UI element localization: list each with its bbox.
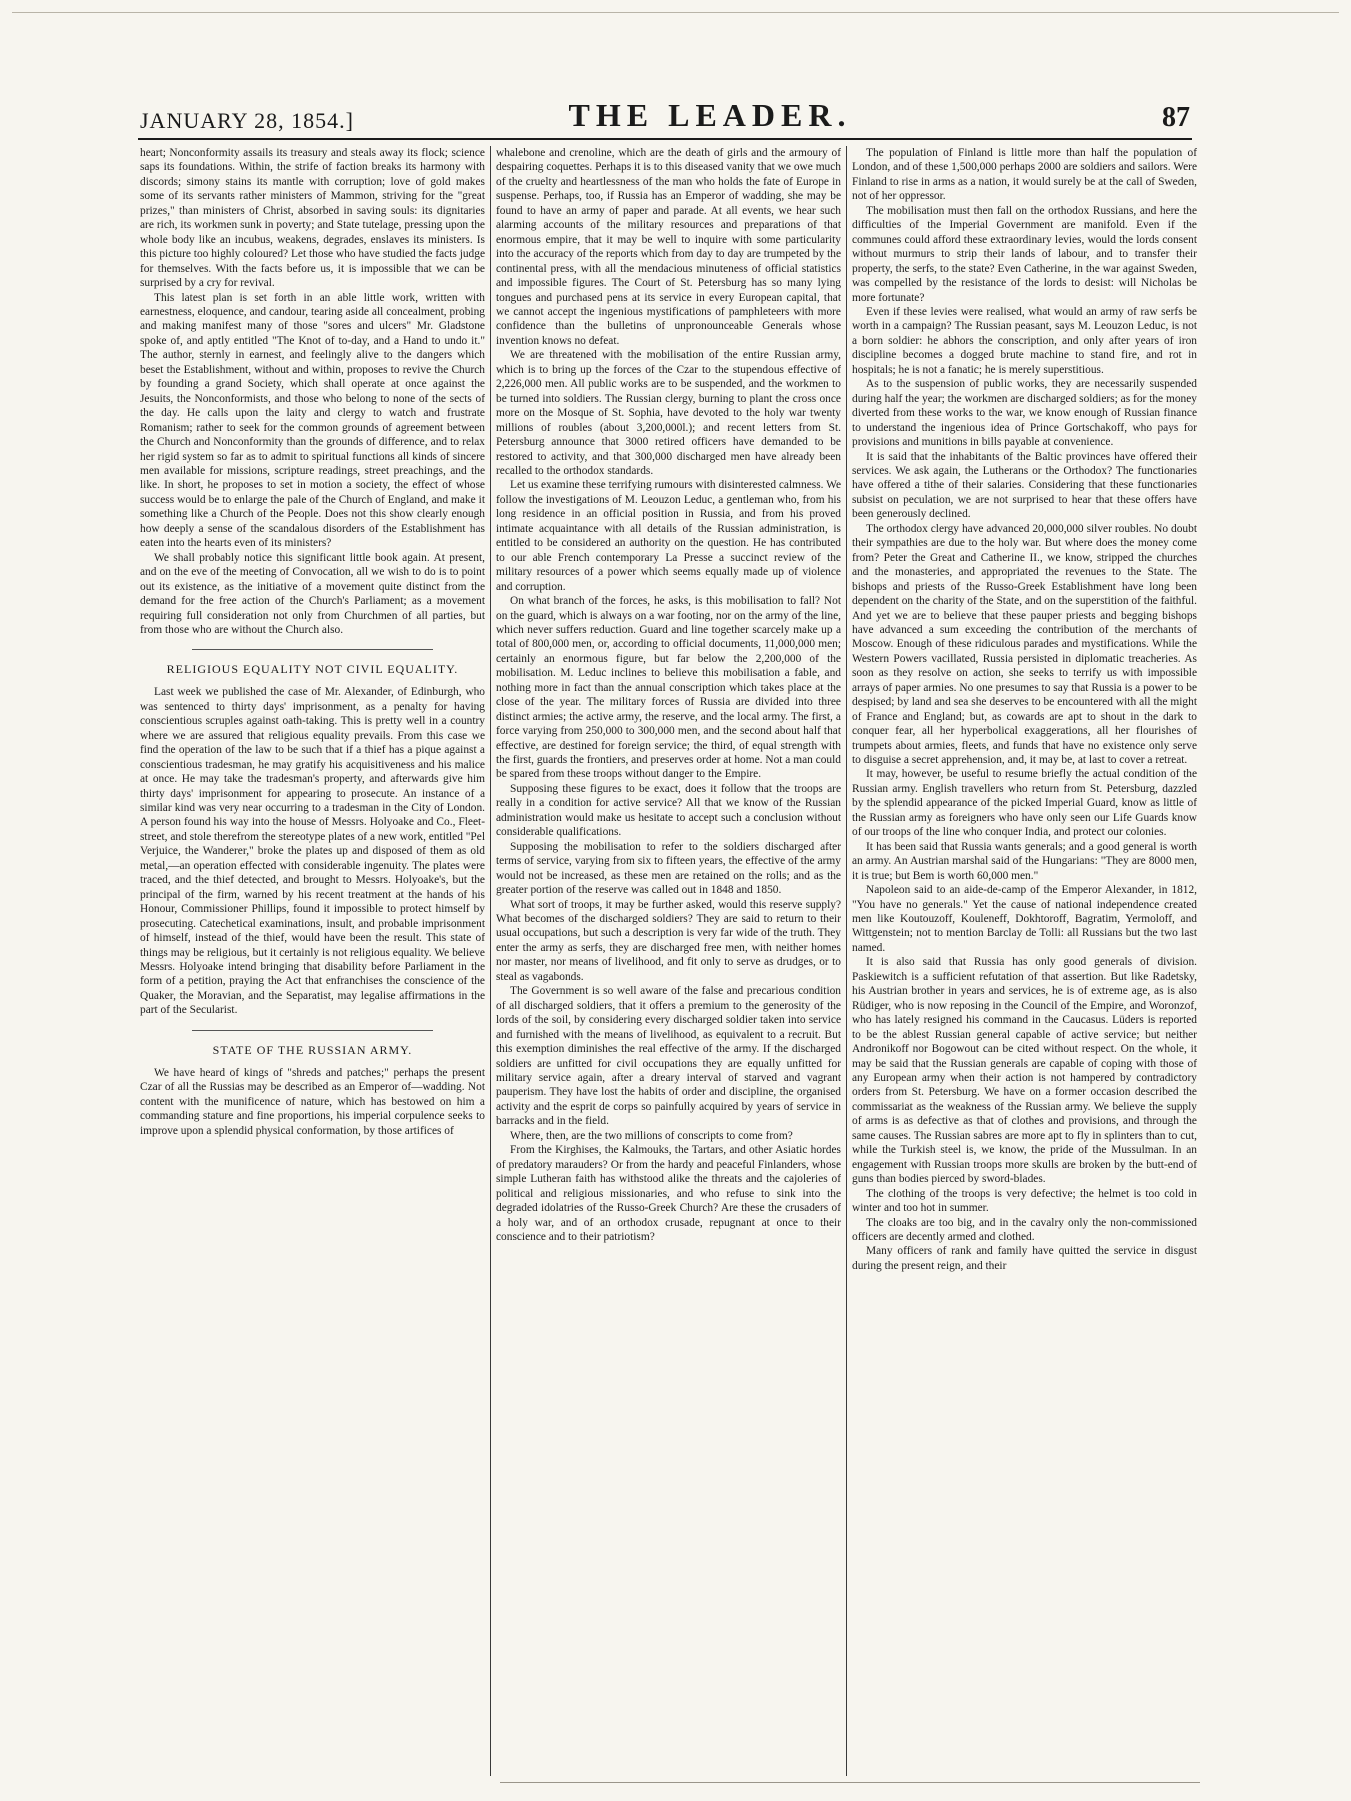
article-paragraph: Last week we published the case of Mr. Alexander, of Edinburgh, who was sentenced to thirty days' imprisonment, as a penalty for having conscientious scruples against oath-taking. This is pretty well in a country where we are assured that religious equality prevails. From this case we find the operation of the law to be such that if a thief has a pique against a conscientious tradesman, he may gratify his acquisitiveness and his malice at once. He may take the tradesman's property, and afterwards give him thirty days' imprisonment for appearing to prosecute. An instance of a similar kind was very near occurring to a tradesman in the City of London. A person found his way into the house of Messrs. Holyoake and Co., Fleet-street, and stole therefrom the stereotype plates of a new work, entitled "Pel Verjuice, the Wanderer," broke the plates up and disposed of them as old metal,—an operation effected with considerable ingenuity. The plates were traced, and the thief detected, and brought to Messrs. Holyoake's, but the principal of the firm, warned by his recent treatment at the hands of his Honour, Commissioner Phillips, found it impossible to protect himself by prosecuting. Catechetical examinations, insult, and probable imprisonment of himself, instead of the thief, would have been the result. This state of things may be religious, but it certainly is not religious equality. We believe Messrs. Holyoake intend bringing that disability before Parliament in the form of a petition, praying the Act that enfranchises the conscience of the Quaker, the Moravian, and the Separatist, may legalise affirmations in the part of the Secularist. — [140, 686, 485, 1017]
article-paragraph: As to the suspension of public works, they are necessarily suspended during half the year; the workmen are discharged soldiers; as for the money diverted from these works to the war, we know enough of Russian finance to understand the ingenious idea of Prince Gortschakoff, who pays for provisions and munitions in bills payable at convenience. — [852, 378, 1197, 449]
article-paragraph: Supposing these figures to be exact, does it follow that the troops are really in a condition for active service? All that we know of the Russian administration would make us hesitate to accept such a conclusion without considerable qualifications. — [496, 782, 841, 839]
column-3 — [852, 146, 1197, 1776]
article-paragraph: The cloaks are too big, and in the cavalry only the non-commissioned officers are decently armed and clothed. — [852, 1216, 1197, 1243]
article-paragraph: It is said that the inhabitants of the Baltic provinces have offered their services. We ask again, the Lutherans or the Orthodox? The functionaries have offered a tithe of their salaries. Considering that these functionaries subsist on peculation, we are not surprised to hear that these offers have been generously declined. — [852, 450, 1197, 521]
article-paragraph: What sort of troops, it may be further asked, would this reserve supply? What becomes of the discharged soldiers? They are said to return to their usual occupations, but such a description is very far wide of the truth. They enter the army as serfs, they are discharged free men, with neither homes nor master, nor means of livelihood, and fit only to serve as drudges, or to steal as vagabonds. — [496, 898, 841, 983]
article-paragraph: Let us examine these terrifying rumours with disinterested calmness. We follow the investigations of M. Leouzon Leduc, a gentleman who, from his long residence in an official position in Russia, and from his proved intimate acquaintance with all details of the Russian administration, is entitled to be considered an authority on the question. He has contributed to our able French contemporary La Presse a succinct review of the military resources of a power which seems equally made up of violence and corruption. — [496, 479, 841, 593]
masthead — [140, 97, 1190, 134]
article-paragraph: The Government is so well aware of the false and precarious condition of all discharged soldiers, that it offers a premium to the generosity of the lords of the soil, by considering every discharged soldier taken into service and furnished with the means of livelihood, as equivalent to a recruit. But this exemption diminishes the real effective of the army. If the discharged soldiers are unfitted for civil occupations they are equally unfitted for military service again, after a dreary interval of starved and vagrant pauperism. They have lost the habits of order and discipline, the organised activity and the esprit de corps so painfully acquired by years of service in barracks and in the field. — [496, 985, 841, 1128]
column-rule — [846, 146, 847, 1776]
column-1 — [140, 146, 485, 1776]
article-paragraph: On what branch of the forces, he asks, is this mobilisation to fall? Not on the guard, which is always on a war footing, nor on the army of the line, which never suffers reduction. Guard and line together scarcely make up a total of 800,000 men, or, according to official documents, 11,000,000 men; certainly an enormous figure, but far below the 2,200,000 of the mobilisation. M. Leduc inclines to believe this mobilisation a fable, and nothing more in fact than the annual conscription which takes place at the close of the year. The military forces of Russia are divided into three distinct armies; the active army, the reserve, and the local army. The first, a force varying from 250,000 to 300,000 men, and the second about half that effective, are destined for foreign service; the third, of equal strength with the first, guards the frontiers, and preserves order at home. Not a man could be spared from these troops without danger to the Empire. — [496, 595, 841, 781]
article-paragraph: The orthodox clergy have advanced 20,000,000 silver roubles. No doubt their sympathies are due to the holy war. But where does the money come from? Peter the Great and Catherine II., we know, stripped the churches and the monasteries, and appropriated the revenues to the State. The bishops and priests of the Russo-Greek Establishment have long been dependent on the charity of the State, and on the superstition of the faithful. And yet we are to believe that these pauper priests and begging bishops have advanced a sum exceeding the contribution of the merchants of Moscow. Enough of these ridiculous parades and mystifications. While the Western Powers vacillated, Russia persisted in diplomatic treacheries. As soon as they resolve on action, she seeks to terrify us with impossible arrays of paper armies. No one presumes to say that Russia is a power to be despised; by land and sea she deserves to be encountered with all the might of France and England; but, as cowards are apt to shout in the dark to conquer fear, all her hyperbolical exaggerations, all her flourishes of trumpets about armies, fleets, and funds that have no existence only serve to disguise a secret apprehension, and, it may be, at last to cover a retreat. — [852, 522, 1197, 767]
newspaper-title: THE LEADER. — [568, 97, 852, 133]
section-divider — [192, 1030, 434, 1031]
article-paragraph: It may, however, be useful to resume briefly the actual condition of the Russian army. English travellers who return from St. Petersburg, dazzled by the splendid appearance of the picked Imperial Guard, know as little of the Russian army as foreigners who have only seen our Life Guards know of our troops of the line who conquer India, and protect our colonies. — [852, 768, 1197, 839]
article-paragraph: Napoleon said to an aide-de-camp of the Emperor Alexander, in 1812, "You have no generals." Yet the cause of national independence created men like Koutouzoff, Kouleneff, Dokhtoroff, Bagratim, Yermoloff, and Wittgenstein; not to mention Barclay de Tolli: all Russians but the two last named. — [852, 884, 1197, 954]
article-paragraph: We are threatened with the mobilisation of the entire Russian army, which is to bring up the forces of the Czar to the stupendous effective of 2,226,000 men. All public works are to be suspended, and the workmen to be turned into soldiers. The Russian clergy, burning to plant the cross once more on the Mosque of St. Sophia, have devoted to the holy war twenty millions of roubles (about 3,200,000l.); and recent letters from St. Petersburg announce that 3000 retired officers have demanded to be restored to activity, and that 300,000 discharged men have already been recalled to the orthodox standards. — [496, 349, 841, 477]
column-2 — [496, 146, 841, 1776]
masthead-rule — [138, 138, 1192, 140]
article-paragraph: The clothing of the troops is very defective; the helmet is too cold in winter and too hot in summer. — [852, 1187, 1197, 1215]
article-paragraph: We shall probably notice this significant little book again. At present, and on the eve of the meeting of Convocation, all we wish to do is to point out its existence, as the initiative of a movement quite distinct from the demand for the free action of the Church's Parliament; as a movement requiring full consideration not only from Churchmen of all parties, but from those who are without the Church also. — [140, 551, 485, 636]
article-paragraph: whalebone and crenoline, which are the death of girls and the armoury of despairing coquettes. Perhaps it is to this diseased vanity that we owe much of the cruelty and heartlessness of the man who holds the fate of Europe in suspense. Perhaps, too, if Russia has an Emperor of wadding, she may be found to have an army of paper and parade. At all events, we hear such alarming accounts of the military resources and preparations of that enormous empire, that it may be well to inquire with some particularity into the accuracy of the reports which from day to day are trumpeted by the continental press, with all the mendacious minuteness of official statistics and impossible figures. The Court of St. Petersburg has so many lying tongues and purchased pens at its service in every European capital, that we cannot accept the ingenious mystifications of pamphleteers with more confidence than the bulletins of unpronounceable Generals whose invention knows no defeat. — [496, 147, 841, 347]
article-paragraph: The mobilisation must then fall on the orthodox Russians, and here the difficulties of the Imperial Government are manifold. Even if the communes could afford these extraordinary levies, would the lords consent without murmurs to strip their lands of labour, and to transfer their property, the serfs, to the state? Even Catherine, in the war against Sweden, was compelled by the resistance of the lords to desist: will Nicholas be more fortunate? — [852, 204, 1197, 304]
article-paragraph: Many officers of rank and family have quitted the service in disgust during the present reign, and their — [852, 1245, 1197, 1272]
top-border-rule — [12, 12, 1339, 13]
article-paragraph: Where, then, are the two millions of conscripts to come from? — [510, 1129, 793, 1142]
article-paragraph: It has been said that Russia wants generals; and a good general is worth an army. An Austrian marshal said of the Hungarians: "They are 8000 men, it is true; but Bem is worth 60,000 men." — [852, 840, 1197, 882]
article-paragraph: It is also said that Russia has only good generals of division. Paskiewitch is a sufficient refutation of that assertion. But like Radetsky, his Austrian brother in years and services, he is of extreme age, as is also Rüdiger, who is now reposing in the Council of the Empire, and Woronzof, who has lately resigned his command in the Caucasus. Lüders is reported to be the ablest Russian general capable of active service; but neither Andronikoff nor Bogowout can be cited without respect. On the whole, it may be said that the Russian generals are capable of coping with those of any European army when their action is not hampered by contradictory orders from St. Petersburg. We have on a former occasion described the commissariat as the weakness of the Russian army. We believe the supply of arms is as defective as that of clothes and provisions, and through the same causes. The Russian sabres are more apt to fly in splinters than to cut, while the Turkish steel is, we know, the pride of the Mussulman. In an engagement with Russian troops more skulls are broken by the butt-end of guns than bodies pierced by sword-blades. — [852, 956, 1197, 1186]
article-paragraph: This latest plan is set forth in an able little work, written with earnestness, eloquence, and candour, tearing aside all concealment, probing and making manifest many of those "sores and ulcers" Mr. Gladstone spoke of, and aptly entitled "The Knot of to-day, and a Hand to undo it." The author, sternly in earnest, and feelingly alive to the dangers which beset the Establishment, without and within, proposes to revive the Church by founding a grand Society, which shall operate at once against the Jesuits, the Nonconformists, and those who belong to none of the sects of the day. He calls upon the laity and clergy to watch and frustrate Romanism; rather to seek for the common grounds of agreement between the Church and Nonconformity than the grounds of difference, and to relax her rigid system so far as to admit to spiritual functions all kinds of sincere men available for missions, scripture readings, street preachings, and the like. In short, he proposes to set in motion a society, the effect of whose success would be to enlarge the pale of the Church of England, and make it something like a Church of the People. Does not this show clearly enough how deeply a sense of the scandalous disorders of the Establishment has eaten into the hearts even of its ministers? — [140, 291, 485, 550]
column-rule — [490, 146, 491, 1776]
bottom-rule — [500, 1782, 1200, 1783]
article-paragraph: The population of Finland is little more than half the population of London, and of these 1,500,000 perhaps 2000 are soldiers and sailors. Were Finland to rise in arms as a nation, it would surely be at the call of Sweden, not of her oppressor. — [852, 147, 1197, 203]
section-heading-religious-equality: RELIGIOUS EQUALITY NOT CIVIL EQUALITY. — [166, 662, 459, 677]
section-divider — [192, 649, 434, 650]
article-paragraph: Supposing the mobilisation to refer to the soldiers discharged after terms of service, varying from six to fifteen years, the effective of the army would not be increased, as these men are retained on the rolls; and as the greater portion of the reserve was called out in 1848 and 1850. — [496, 840, 841, 897]
article-paragraph: heart; Nonconformity assails its treasury and steals away its flock; science saps its foundations. Within, the strife of faction breaks its harmony with discords; simony stains its mantle with corruption; love of gold makes some of its servants rather ministers of Mammon, striving for the "great prizes," than ministers of Christ, absorbed in saving souls: its dignitaries are rich, its workmen sunk in poverty; and State tutelage, pressing upon the whole body like an incubus, weakens, degrades, enslaves its ministers. Is this picture too highly coloured? Let those who have studied the facts judge for themselves. With the facts before us, it is impossible that we can be surprised by a cry for revival. — [140, 147, 485, 290]
article-paragraph: We have heard of kings of "shreds and patches;" perhaps the present Czar of all the Russias may be described as an Emperor of—wadding. Not content with the munificence of nature, which has bestowed on him a commanding stature and fine proportions, his imperial corpulence seeks to improve upon a splendid physical conformation, by those artifices of — [140, 1066, 485, 1137]
page-number: 87 — [1162, 102, 1190, 133]
issue-date: JANUARY 28, 1854.] — [140, 108, 354, 133]
section-heading-russian-army: STATE OF THE RUSSIAN ARMY. — [212, 1042, 413, 1057]
article-paragraph: From the Kirghises, the Kalmouks, the Tartars, and other Asiatic hordes of predatory marauders? Or from the hardy and peaceful Finlanders, whose simple Lutheran faith has withstood alike the threats and the cajoleries of political and religious missionaries, and who refuse to sink into the degraded idolatries of the Russo-Greek Church? Are these the crusaders of a holy war, and of an orthodox crusade, repugnant at once to their conscience and to their patriotism? — [496, 1144, 841, 1243]
article-paragraph: Even if these levies were realised, what would an army of raw serfs be worth in a campaign? The Russian peasant, says M. Leouzon Leduc, is not a born soldier: he abhors the conscription, and only after years of iron discipline becomes a dogged brute machine to stand fire, and rot in hospitals; he is not a fanatic; he is merely superstitious. — [852, 305, 1197, 376]
